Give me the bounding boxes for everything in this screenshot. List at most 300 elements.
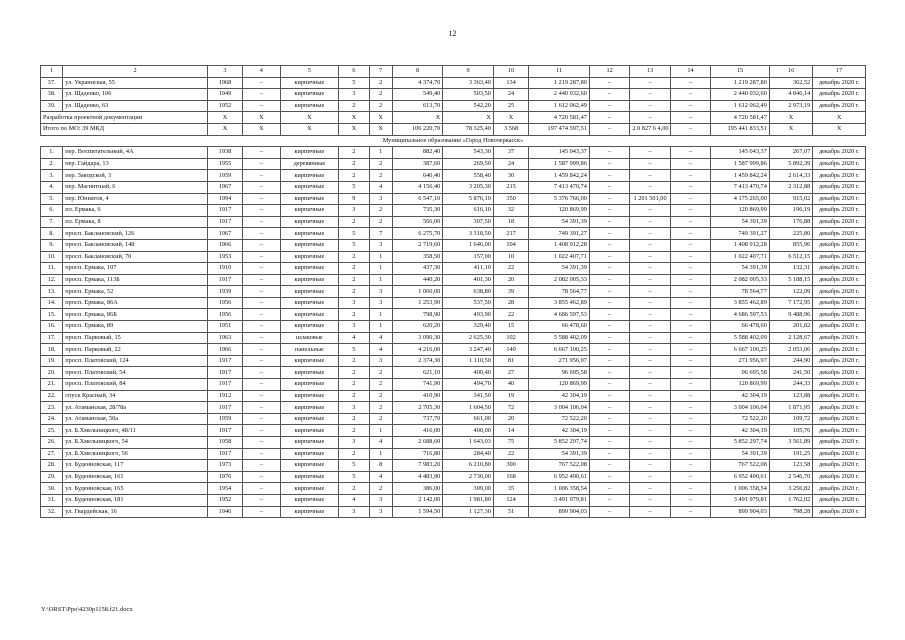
table-cell: 494,70 [443, 379, 494, 391]
table-cell: декабрь 2020 г. [813, 228, 866, 240]
table-cell: 3. [41, 170, 63, 182]
table-cell: 798,90 [392, 309, 443, 321]
table-cell: 2 625,30 [443, 332, 494, 344]
table-cell: 7. [41, 216, 63, 228]
table-cell: – [670, 251, 710, 263]
table-cell: 737,70 [392, 413, 443, 425]
table-cell: 8. [41, 228, 63, 240]
table-cell: 191,25 [769, 448, 812, 460]
table-row [41, 506, 866, 518]
table-cell: кирпичные [280, 263, 339, 275]
summary-cell: X [280, 123, 339, 135]
table-cell: – [243, 158, 280, 170]
column-number-cell: 11 [529, 66, 590, 78]
address-cell: просп. Ермака, 113Б [63, 274, 208, 286]
table-cell: 3 [369, 506, 392, 518]
table-cell: 2 440 032,60 [529, 89, 590, 101]
summary-cell: X [813, 112, 866, 124]
table-cell: – [589, 193, 629, 205]
table-cell: 1 [369, 147, 392, 159]
table-cell: 123,58 [769, 460, 812, 472]
table-cell: 1994 [207, 193, 242, 205]
table-cell: 2. [41, 158, 63, 170]
table-cell: 5 [339, 77, 369, 89]
table-cell: – [630, 297, 670, 309]
table-cell: кирпичные [280, 367, 339, 379]
table-cell: 66 478,60 [711, 321, 770, 333]
column-number-cell: 2 [63, 66, 208, 78]
table-cell: кирпичные [280, 437, 339, 449]
table-cell: 6 547,10 [392, 193, 443, 205]
table-cell: 2 705,30 [392, 402, 443, 414]
table-cell: – [630, 321, 670, 333]
table-cell: 2 082 005,33 [711, 274, 770, 286]
table-cell: – [670, 448, 710, 460]
table-cell: 2 142,00 [392, 494, 443, 506]
table-row [41, 460, 866, 472]
table-row [41, 286, 866, 298]
table-cell: 1968 [207, 77, 242, 89]
table-cell: 350 [493, 193, 528, 205]
column-number-cell: 5 [280, 66, 339, 78]
file-path-footer: Y:\ORST\Ppo\4230p1158.f21.docx [41, 606, 133, 613]
table-cell: 168 [493, 471, 528, 483]
table-cell: 31. [41, 494, 63, 506]
summary-cell: X [769, 123, 812, 135]
table-cell: – [243, 402, 280, 414]
table-row [41, 170, 866, 182]
table-cell: – [630, 263, 670, 275]
table-cell: 1 [369, 321, 392, 333]
table-cell: кирпичные [280, 100, 339, 112]
table-cell: кирпичные [280, 321, 339, 333]
table-cell: кирпичные [280, 228, 339, 240]
address-cell: просп. Баклановский, 70 [63, 251, 208, 263]
table-cell: 5 852 297,74 [529, 437, 590, 449]
table-cell: декабрь 2020 г. [813, 494, 866, 506]
table-cell: – [589, 390, 629, 402]
table-cell: 2 546,70 [769, 471, 812, 483]
table-cell: 1939 [207, 286, 242, 298]
table-row [41, 332, 866, 344]
table-cell: 613,70 [392, 100, 443, 112]
table-cell: – [589, 181, 629, 193]
table-cell: 882,40 [392, 147, 443, 159]
table-cell: – [243, 309, 280, 321]
table-cell: 6. [41, 205, 63, 217]
table-cell: 132,31 [769, 263, 812, 275]
table-cell: 1976 [207, 471, 242, 483]
table-cell: декабрь 2020 г. [813, 297, 866, 309]
table-cell: 25 [493, 100, 528, 112]
table-cell: 42 304,19 [529, 425, 590, 437]
table-cell: 3 [339, 402, 369, 414]
table-cell: 54 391,39 [529, 263, 590, 275]
table-cell: декабрь 2020 г. [813, 100, 866, 112]
table-cell: – [630, 402, 670, 414]
table-cell: 1954 [207, 483, 242, 495]
table-cell: 2 312,88 [769, 181, 812, 193]
table-cell: – [670, 100, 710, 112]
table-cell: кирпичные [280, 77, 339, 89]
summary-cell: X [369, 123, 392, 135]
table-cell: 42 304,19 [711, 425, 770, 437]
table-cell: – [630, 355, 670, 367]
table-cell: 1956 [207, 297, 242, 309]
table-cell: 1 459 842,24 [529, 170, 590, 182]
table-cell: 1 201 501,00 [630, 193, 670, 205]
table-cell: декабрь 2020 г. [813, 506, 866, 518]
table-cell: 104 [493, 239, 528, 251]
table-cell: – [670, 425, 710, 437]
table-cell: 20. [41, 367, 63, 379]
table-cell: 72 522,20 [529, 413, 590, 425]
address-cell: ул. Атаманская, 50а [63, 413, 208, 425]
summary-label: Разработка проектной документации [41, 112, 208, 124]
table-cell: 3 [369, 239, 392, 251]
table-cell: 241,50 [769, 367, 812, 379]
table-cell: 1917 [207, 402, 242, 414]
table-cell: 1953 [207, 251, 242, 263]
table-cell: – [589, 239, 629, 251]
table-row [41, 181, 866, 193]
table-cell: 72 522,20 [711, 413, 770, 425]
table-cell: 24. [41, 413, 63, 425]
table-cell: декабрь 2020 г. [813, 367, 866, 379]
table-cell: 2 [339, 448, 369, 460]
table-cell: 1 604,50 [443, 402, 494, 414]
column-number-cell: 15 [711, 66, 770, 78]
table-cell: – [589, 413, 629, 425]
table-cell: – [243, 379, 280, 391]
summary-cell: – [589, 123, 629, 135]
table-cell: – [630, 170, 670, 182]
table-cell: 4 846,14 [769, 89, 812, 101]
table-cell: – [589, 379, 629, 391]
table-cell: 1973 [207, 460, 242, 472]
table-cell: – [670, 274, 710, 286]
table-cell: 661,00 [443, 413, 494, 425]
table-cell: декабрь 2020 г. [813, 332, 866, 344]
table-cell: 638,80 [443, 286, 494, 298]
table-cell: декабрь 2020 г. [813, 205, 866, 217]
table-cell: 2 [339, 100, 369, 112]
table-cell: 244,90 [769, 355, 812, 367]
table-cell: 798,28 [769, 506, 812, 518]
table-cell: 2 053,06 [769, 344, 812, 356]
table-cell: 1963 [207, 332, 242, 344]
table-cell: 1 762,02 [769, 494, 812, 506]
summary-cell: X [769, 112, 812, 124]
table-cell: – [630, 89, 670, 101]
table-cell: 42 304,19 [711, 390, 770, 402]
table-row [41, 251, 866, 263]
summary-cell: – [589, 112, 629, 124]
table-cell: 2 [339, 147, 369, 159]
table-cell: – [630, 332, 670, 344]
table-cell: 411,10 [443, 263, 494, 275]
table-cell: 7 [369, 228, 392, 240]
table-cell: 81 [493, 355, 528, 367]
table-cell: 1956 [207, 309, 242, 321]
table-cell: 18. [41, 344, 63, 356]
table-cell: 145 043,37 [711, 147, 770, 159]
table-cell: 3 004 106,04 [529, 402, 590, 414]
table-cell: 6 210,80 [443, 460, 494, 472]
table-cell: кирпичные [280, 297, 339, 309]
table-cell: 20 [493, 413, 528, 425]
address-cell: ул. Б.Хмельницкого, 54 [63, 437, 208, 449]
table-cell: 24 [493, 89, 528, 101]
table-row [41, 390, 866, 402]
table-cell: 215 [493, 181, 528, 193]
table-cell: 54 391,39 [711, 448, 770, 460]
table-cell: 244,33 [769, 379, 812, 391]
table-cell: – [589, 274, 629, 286]
table-cell: 140 [493, 344, 528, 356]
table-cell: 1959 [207, 170, 242, 182]
table-cell: 120 869,99 [711, 205, 770, 217]
table-row [41, 448, 866, 460]
table-cell: 741,90 [392, 379, 443, 391]
table-cell: – [630, 413, 670, 425]
column-number-cell: 16 [769, 66, 812, 78]
table-cell: – [670, 344, 710, 356]
table-cell: – [243, 216, 280, 228]
table-cell: 1917 [207, 274, 242, 286]
table-cell: 102 [493, 332, 528, 344]
table-cell: 1917 [207, 205, 242, 217]
address-cell: просп. Парковый, 15 [63, 332, 208, 344]
total-row [41, 123, 866, 135]
summary-cell: 78 325,40 [443, 123, 494, 135]
table-cell: декабрь 2020 г. [813, 193, 866, 205]
table-cell: – [630, 460, 670, 472]
table-row [41, 425, 866, 437]
column-number-cell: 13 [630, 66, 670, 78]
address-cell: просп. Ермака, 52 [63, 286, 208, 298]
table-cell: 3 247,40 [443, 344, 494, 356]
table-cell: – [670, 390, 710, 402]
table-cell: 30. [41, 483, 63, 495]
table-cell: 749 391,27 [711, 228, 770, 240]
table-cell: – [243, 355, 280, 367]
table-cell: 2 [369, 89, 392, 101]
table-cell: 176,88 [769, 216, 812, 228]
table-cell: – [243, 181, 280, 193]
table-cell: 120 869,99 [711, 379, 770, 391]
table-cell: 2 [369, 413, 392, 425]
table-cell: 1917 [207, 216, 242, 228]
table-row [41, 228, 866, 240]
table-cell: 4 483,90 [392, 471, 443, 483]
table-cell: кирпичные [280, 506, 339, 518]
table-cell: 416,00 [392, 425, 443, 437]
table-cell: – [589, 483, 629, 495]
table-cell: декабрь 2020 г. [813, 425, 866, 437]
table-cell: – [243, 471, 280, 483]
table-cell: 1 594,50 [392, 506, 443, 518]
table-cell: 1910 [207, 263, 242, 275]
table-cell: 6 275,70 [392, 228, 443, 240]
table-cell: – [630, 344, 670, 356]
table-cell: 9 [339, 193, 369, 205]
table-cell: 37 [493, 147, 528, 159]
table-cell: панельные [280, 344, 339, 356]
table-cell: – [243, 367, 280, 379]
table-cell: – [630, 437, 670, 449]
table-cell: – [589, 228, 629, 240]
table-cell: 2 [339, 483, 369, 495]
table-cell: – [670, 506, 710, 518]
summary-cell: 2 0 827 6 4,00 [630, 123, 670, 135]
table-cell: – [589, 147, 629, 159]
table-cell: 14. [41, 297, 63, 309]
table-row [41, 321, 866, 333]
table-cell: кирпичные [280, 147, 339, 159]
table-cell: декабрь 2020 г. [813, 309, 866, 321]
table-cell: 6 667 100,25 [711, 344, 770, 356]
table-cell: 5 876,10 [443, 193, 494, 205]
section-title: Муниципальное образование «Город Новочеркасск» [41, 135, 866, 147]
table-cell: 3 [339, 205, 369, 217]
table-cell: 7 413 470,74 [711, 181, 770, 193]
table-cell: 1 006 358,54 [711, 483, 770, 495]
table-cell: 1952 [207, 100, 242, 112]
table-cell: декабрь 2020 г. [813, 263, 866, 275]
table-cell: 26. [41, 437, 63, 449]
table-cell: шлаковые [280, 332, 339, 344]
table-cell: 1 [369, 274, 392, 286]
table-cell: 309,00 [443, 483, 494, 495]
table-cell: – [670, 379, 710, 391]
table-cell: 6 512,15 [769, 251, 812, 263]
table-row [41, 437, 866, 449]
table-cell: декабрь 2020 г. [813, 460, 866, 472]
table-row [41, 483, 866, 495]
table-cell: 78 564,77 [529, 286, 590, 298]
table-cell: кирпичные [280, 494, 339, 506]
table-cell: 2 [369, 402, 392, 414]
table-cell: 566,00 [392, 216, 443, 228]
table-cell: 72 [493, 402, 528, 414]
table-cell: 32 [493, 205, 528, 217]
table-cell: 2 [339, 379, 369, 391]
table-cell: – [630, 158, 670, 170]
table-cell: декабрь 2020 г. [813, 413, 866, 425]
table-cell: 7 983,20 [392, 460, 443, 472]
table-cell: 542,20 [443, 100, 494, 112]
table-cell: 2 [369, 100, 392, 112]
table-cell: 2 [339, 170, 369, 182]
table-cell: декабрь 2020 г. [813, 274, 866, 286]
table-cell: 1 219 287,80 [529, 77, 590, 89]
table-cell: 54 391,39 [529, 448, 590, 460]
table-cell: – [589, 263, 629, 275]
table-cell: 1 [369, 448, 392, 460]
column-number-cell: 9 [443, 66, 494, 78]
summary-cell: X [280, 112, 339, 124]
table-cell: – [670, 332, 710, 344]
table-cell: 2 973,19 [769, 100, 812, 112]
table-cell: 5 376 766,00 [529, 193, 590, 205]
table-cell: 3 363,40 [443, 77, 494, 89]
table-cell: 37. [41, 77, 63, 89]
table-cell: 2 [339, 425, 369, 437]
table-cell: 2 [339, 390, 369, 402]
table-cell: 2 [339, 286, 369, 298]
table-cell: 3 [369, 193, 392, 205]
table-cell: – [630, 367, 670, 379]
summary-cell: X [443, 112, 494, 124]
table-cell: 51 [493, 506, 528, 518]
table-cell: кирпичные [280, 413, 339, 425]
table-cell: 1951 [207, 321, 242, 333]
table-row [41, 193, 866, 205]
table-row [41, 402, 866, 414]
table-cell: – [589, 460, 629, 472]
table-cell: – [630, 228, 670, 240]
column-number-cell: 6 [339, 66, 369, 78]
table-cell: кирпичные [280, 425, 339, 437]
table-cell: 1 587 999,86 [711, 158, 770, 170]
table-cell: 2 688,60 [392, 437, 443, 449]
table-cell: – [589, 77, 629, 89]
summary-cell: – [630, 112, 670, 124]
table-cell: 1 [369, 263, 392, 275]
table-cell: 145 043,37 [529, 147, 590, 159]
table-cell: – [630, 216, 670, 228]
table-cell: 5 892,39 [769, 158, 812, 170]
table-cell: 2 [339, 309, 369, 321]
table-cell: кирпичные [280, 448, 339, 460]
summary-cell: X [207, 123, 242, 135]
table-cell: 1 459 842,24 [711, 170, 770, 182]
table-cell: – [243, 274, 280, 286]
table-cell: – [589, 344, 629, 356]
table-cell: 899 904,03 [529, 506, 590, 518]
table-cell: 3 491 979,81 [529, 494, 590, 506]
table-cell: декабрь 2020 г. [813, 437, 866, 449]
table-cell: 1 981,80 [443, 494, 494, 506]
table-cell: – [589, 309, 629, 321]
table-cell: 123,88 [769, 390, 812, 402]
table-cell: 4 [369, 181, 392, 193]
table-cell: 1 646,00 [443, 239, 494, 251]
table-cell: 2 730,00 [443, 471, 494, 483]
table-cell: – [589, 297, 629, 309]
table-cell: 1946 [207, 506, 242, 518]
table-cell: 35 [493, 483, 528, 495]
table-cell: 122,99 [769, 286, 812, 298]
table-cell: – [670, 483, 710, 495]
column-number-cell: 12 [589, 66, 629, 78]
table-cell: 300 [493, 460, 528, 472]
table-row [41, 100, 866, 112]
table-cell: 157,00 [443, 251, 494, 263]
table-cell: 1917 [207, 425, 242, 437]
address-cell: ул. Б.Хмельницкого, 48/11 [63, 425, 208, 437]
table-cell: 4 216,00 [392, 344, 443, 356]
table-cell: – [630, 471, 670, 483]
table-cell: 225,80 [769, 228, 812, 240]
table-cell: – [243, 193, 280, 205]
table-cell: 22. [41, 390, 63, 402]
table-cell: 1 408 912,28 [529, 239, 590, 251]
table-cell: 1 [369, 251, 392, 263]
address-cell: просп. Платовский, 84 [63, 379, 208, 391]
table-cell: 5 [339, 228, 369, 240]
